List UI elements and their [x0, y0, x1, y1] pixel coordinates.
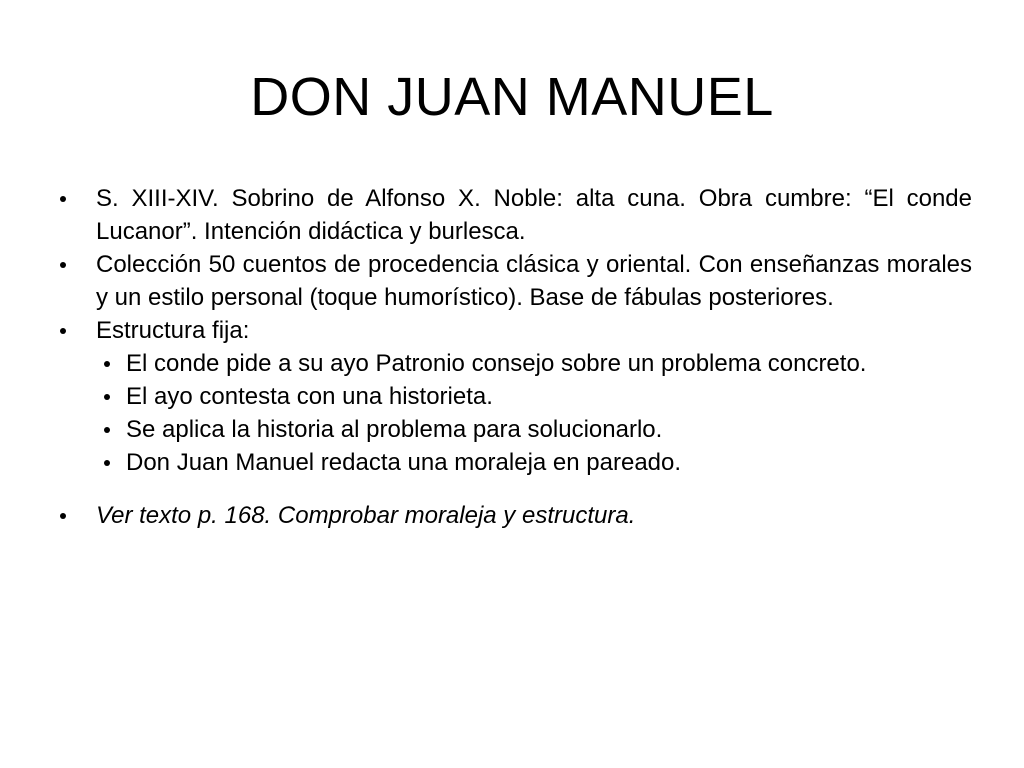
sub-bullet-dot-icon — [104, 361, 110, 367]
bullet-text: Colección 50 cuentos de procedencia clásica y oriental. Con enseñanzas morales y un estilo personal (toque humorístico). Base de fábulas posteriores. — [96, 251, 972, 311]
slide-content — [60, 182, 972, 532]
sub-bullet-dot-icon — [104, 460, 110, 466]
sub-bullet-dot-icon — [104, 427, 110, 433]
sub-bullet-text: El ayo contesta con una historieta. — [126, 383, 493, 410]
sub-bullet-list — [60, 347, 972, 479]
slide-title: DON JUAN MANUEL — [250, 67, 774, 127]
sub-bullet-item — [60, 413, 972, 446]
sub-bullet-item — [60, 380, 972, 413]
bullet-item — [60, 248, 972, 314]
sub-bullet-text: Se aplica la historia al problema para solucionarlo. — [126, 416, 663, 443]
bullet-list — [60, 182, 972, 347]
final-bullet-text: Ver texto p. 168. Comprobar moraleja y estructura. — [96, 502, 636, 529]
bullet-dot-icon — [60, 328, 66, 334]
bullet-dot-icon — [60, 513, 66, 519]
sub-bullet-item — [60, 347, 972, 380]
bullet-item — [60, 314, 972, 347]
bullet-text: Estructura fija: — [96, 317, 250, 344]
bullet-dot-icon — [60, 196, 66, 202]
bullet-item — [60, 182, 972, 248]
sub-bullet-item — [60, 446, 972, 479]
final-bullet-list — [60, 499, 972, 532]
bullet-dot-icon — [60, 262, 66, 268]
bullet-item-final — [60, 499, 972, 532]
sub-bullet-dot-icon — [104, 394, 110, 400]
sub-bullet-text: El conde pide a su ayo Patronio consejo sobre un problema concreto. — [126, 350, 867, 377]
bullet-text: S. XIII-XIV. Sobrino de Alfonso X. Noble: alta cuna. Obra cumbre: “El conde Lucanor”. Intención didáctica y burlesca. — [96, 185, 972, 245]
sub-bullet-text: Don Juan Manuel redacta una moraleja en pareado. — [126, 449, 682, 476]
